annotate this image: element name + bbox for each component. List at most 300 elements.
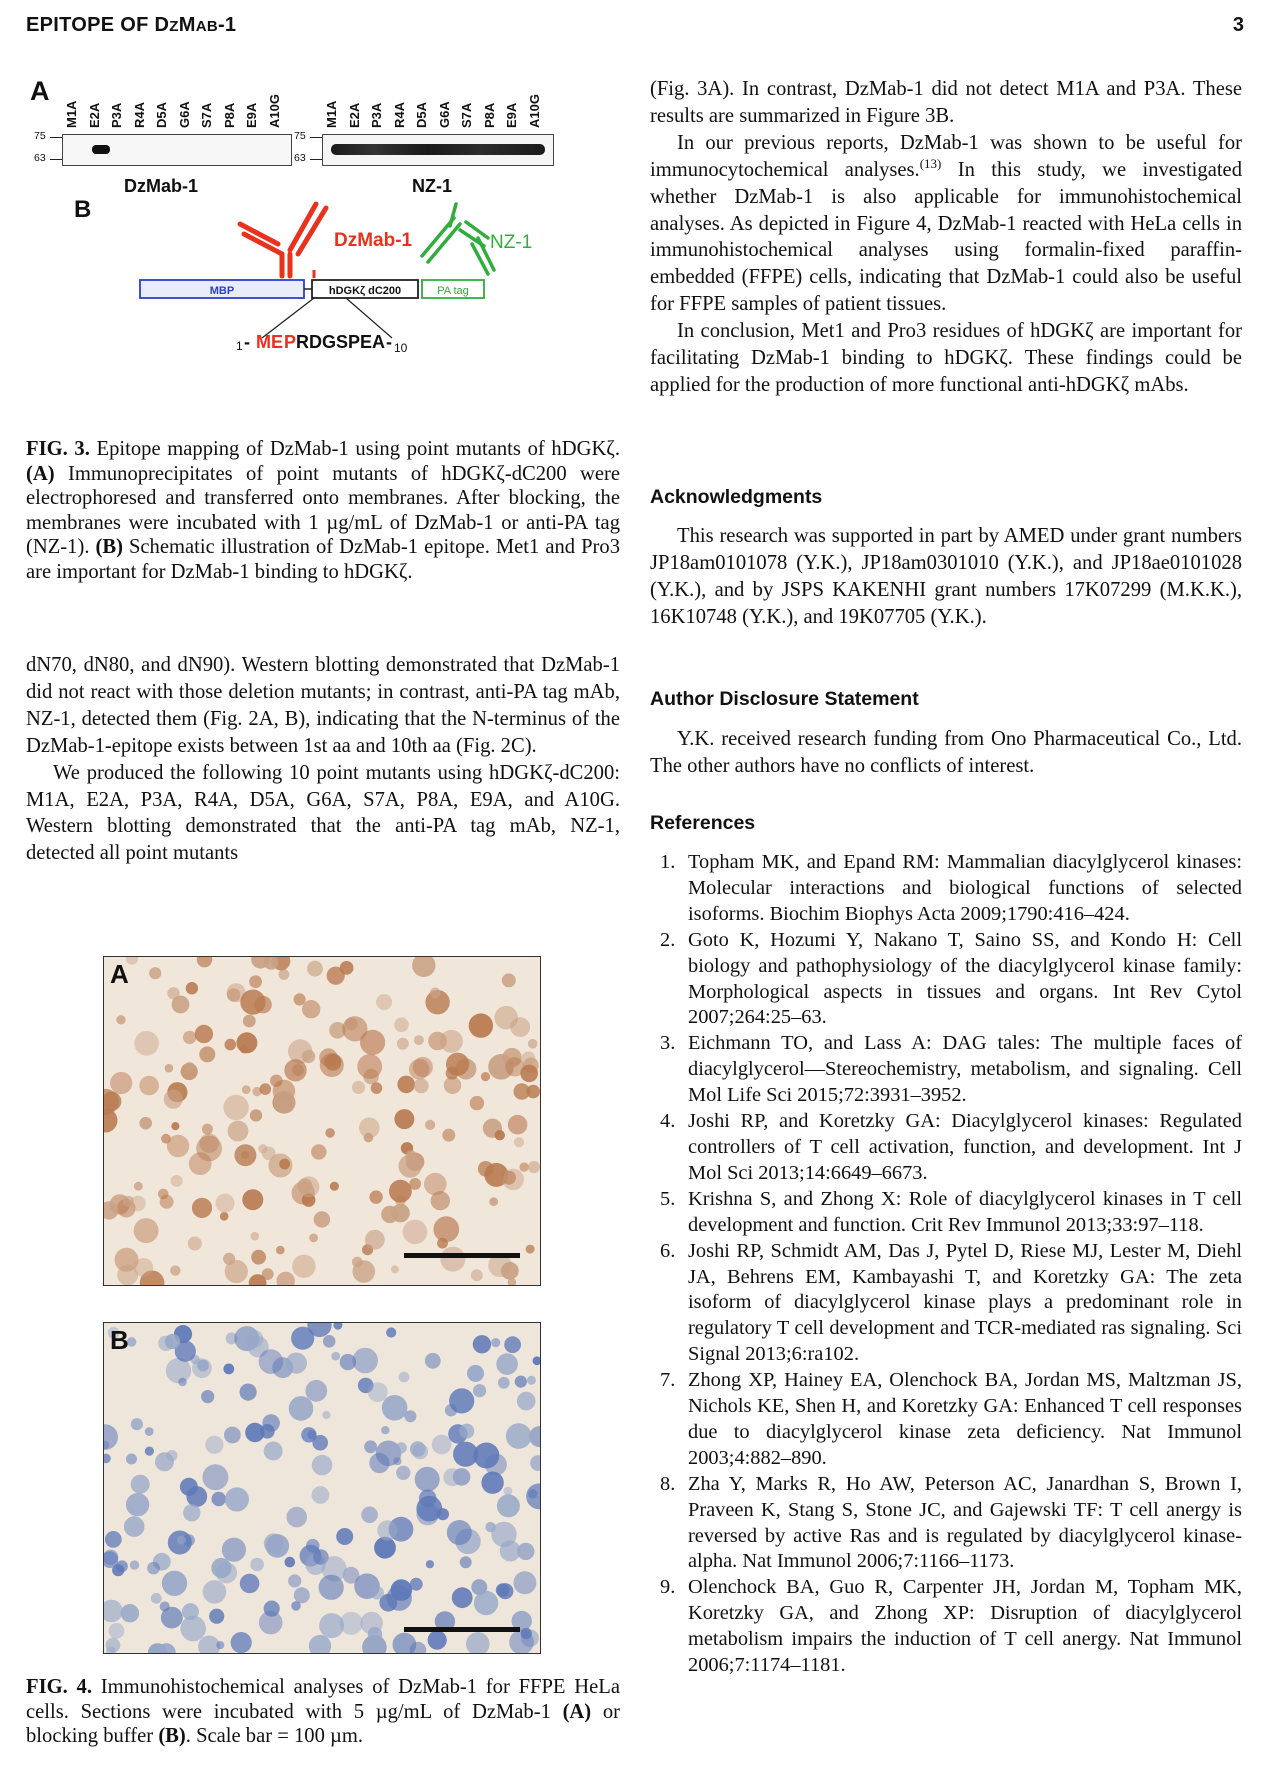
cell	[234, 1144, 256, 1166]
stained-cells-a	[104, 957, 540, 1285]
cell	[286, 1507, 307, 1528]
cell	[470, 1096, 484, 1110]
cell	[104, 1454, 111, 1464]
cell	[412, 957, 435, 977]
cell	[182, 1603, 199, 1620]
lane-label: E2A	[86, 102, 102, 128]
fig4-micrograph-b	[103, 1322, 541, 1654]
cell	[223, 1364, 234, 1375]
cell	[520, 1065, 538, 1083]
cell	[165, 1064, 174, 1073]
cell	[251, 1232, 260, 1241]
cell	[502, 973, 516, 987]
cell	[442, 1129, 455, 1142]
cell	[130, 1560, 139, 1569]
cell	[397, 1038, 409, 1050]
cell	[240, 990, 265, 1015]
reference-item: 5. Krishna S, and Zhong X: Role of diacylglycerol kinases in T cell development and function. Crit Rev Immunol 2013;33:97–118.	[660, 1187, 1242, 1236]
blot-dzmab1	[62, 134, 292, 166]
cell	[331, 1352, 340, 1361]
cell	[201, 1390, 214, 1403]
fig4-micrograph-a	[103, 956, 541, 1286]
cell	[433, 1216, 459, 1242]
cell	[145, 1427, 154, 1436]
cell	[209, 1609, 224, 1624]
cell	[496, 1353, 518, 1375]
lane-label: D5A	[414, 101, 429, 128]
cell	[252, 1087, 261, 1096]
mbp-label: MBP	[209, 285, 235, 297]
cell	[183, 1504, 200, 1521]
cell	[104, 1600, 123, 1623]
cell	[106, 1638, 121, 1653]
cell	[314, 1211, 330, 1227]
cell	[216, 1194, 235, 1213]
cell	[264, 1601, 280, 1617]
cell	[225, 1487, 249, 1511]
right-body-text	[650, 76, 1242, 399]
cell	[251, 1250, 266, 1265]
cell	[519, 1162, 528, 1171]
cell	[533, 1356, 541, 1365]
cell	[242, 1189, 263, 1210]
cell	[386, 1327, 396, 1337]
cell	[273, 1091, 295, 1113]
cell	[514, 1083, 531, 1100]
tick-63-right	[310, 159, 322, 160]
marker-75-right: 75	[294, 130, 306, 142]
cell	[161, 1607, 183, 1629]
cell	[528, 1161, 540, 1173]
cell	[258, 1144, 267, 1153]
lane-label: R4A	[391, 101, 407, 128]
cell	[264, 1442, 283, 1461]
right-paragraph-3: In conclusion, Met1 and Pro3 residues of hDGKζ are important for facilitating DzMab-1 binding to hDGKζ. These findings could be applied for the production of more functional anti-hDGKζ mAbs.	[650, 320, 1242, 396]
lane-label: P3A	[109, 102, 124, 128]
cell	[452, 1587, 473, 1608]
cell	[240, 1384, 257, 1401]
cell	[177, 1536, 186, 1545]
cell	[391, 1204, 410, 1223]
cell	[526, 1245, 535, 1254]
blot-band	[92, 145, 110, 154]
cell	[504, 1336, 521, 1353]
pa-tag-label: PA tag	[437, 285, 469, 297]
cell	[403, 1220, 428, 1245]
cell	[394, 1018, 409, 1033]
running-header: EPITOPE OF DZMAB-1	[26, 14, 237, 36]
cell	[220, 1212, 229, 1221]
cell	[123, 1196, 134, 1207]
cell	[410, 1578, 423, 1591]
cell	[396, 1442, 407, 1453]
cell	[249, 975, 262, 988]
cell	[134, 1258, 153, 1277]
cell	[415, 1467, 440, 1492]
reference-item: 9. Olenchock BA, Guo R, Carpenter JH, Jordan M, Topham MK, Koretzky GA, and Zhong XP: Disruption of diacylglycerol metabolism impairs the induction of T cell anergy. Nat Immunol 2006;7:1174–1181.	[660, 1576, 1242, 1677]
cell	[323, 1335, 336, 1348]
cell	[178, 1378, 187, 1387]
cell	[109, 1623, 125, 1639]
blot-label-nz1: NZ-1	[412, 176, 452, 196]
lane-label: G6A	[176, 101, 192, 128]
cell	[104, 1424, 118, 1450]
cell	[311, 1144, 326, 1159]
cell	[166, 1450, 177, 1461]
marker-63-left: 63	[34, 152, 46, 164]
cell	[216, 1562, 237, 1583]
cell	[302, 1000, 320, 1018]
fig3-caption: FIG. 3. Epitope mapping of DzMab-1 using point mutants of hDGKζ. (A) Immunoprecipitates of point mutants of hDGKζ-dC200 were electrophoresed and transferred onto membranes. After blocking, the membranes were incubated with 1 µg/mL of DzMab-1 or anti-PA tag (NZ-1). (B) Schematic illustration of DzMab-1 epitope. Met1 and Pro3 are important for DzMab-1 binding to hDGKζ.	[26, 438, 620, 583]
cell	[460, 1556, 472, 1568]
cell	[171, 1175, 183, 1187]
cell	[368, 1382, 388, 1402]
lane-label: E2A	[346, 102, 362, 128]
cell	[425, 1120, 435, 1130]
cell	[197, 957, 213, 967]
cell	[279, 969, 290, 980]
cell	[298, 1176, 319, 1197]
cell	[216, 1641, 224, 1649]
cell	[171, 1122, 179, 1130]
cell	[498, 1377, 510, 1389]
epitope-schematic	[106, 198, 626, 413]
lane-label: P8A	[221, 102, 237, 128]
cell	[286, 1353, 307, 1374]
hdgk-label: hDGKζ dC200	[328, 285, 402, 297]
cell	[164, 1090, 183, 1109]
cell	[228, 1121, 249, 1142]
dzmab1-antibody-icon	[240, 204, 326, 276]
stained-cells-b	[104, 1323, 540, 1653]
cell	[319, 1575, 344, 1600]
cell	[225, 1039, 237, 1051]
marker-75-left: 75	[34, 130, 46, 142]
cell	[412, 1443, 428, 1459]
lane-label: D5A	[154, 101, 169, 128]
cell	[309, 1234, 318, 1243]
cell	[494, 1006, 518, 1030]
cell	[336, 1528, 353, 1545]
seq-p: P	[284, 332, 297, 352]
cell	[330, 1182, 339, 1191]
cell	[530, 1455, 540, 1471]
cell	[333, 1323, 342, 1330]
reference-item: 8. Zha Y, Marks R, Ho AW, Peterson AC, Janardhan S, Brown I, Praveen K, Stang S, Stone JC, and Gajewski TF: T cell anergy is reversed by active Ras and is regulated by diacylglycerol kinase-alpha. Nat Immunol 2006;7:1166–1173.	[660, 1472, 1242, 1573]
cell	[325, 1128, 335, 1138]
cell	[277, 1272, 295, 1285]
marker-63-right: 63	[294, 152, 306, 164]
cell	[110, 1072, 132, 1094]
cell	[359, 1118, 380, 1139]
cell	[459, 1424, 474, 1439]
seq-me: ME	[256, 332, 283, 352]
cell	[205, 1436, 223, 1454]
cell	[231, 1632, 252, 1653]
cell	[222, 1538, 246, 1562]
lane-label: E9A	[504, 102, 519, 128]
lane-label: P3A	[369, 102, 384, 128]
cell	[312, 1455, 333, 1476]
cell	[284, 1059, 306, 1081]
cell	[440, 1247, 465, 1272]
cell	[399, 1155, 422, 1178]
cell	[223, 1095, 248, 1120]
references-list	[650, 850, 1242, 1679]
cell	[506, 1423, 532, 1449]
lane-label: M1A	[64, 100, 79, 128]
lane-label: M1A	[324, 100, 339, 128]
reference-item: 7. Zhong XP, Hainey EA, Olenchock BA, Jordan MS, Maltzman JS, Nichols KE, Shen H, and Koretzky GA: Enhanced T cell responses due to diacylglycerol kinase zeta deficiency. Nat Immunol 2003;4:882–890.	[660, 1369, 1242, 1469]
cell	[319, 1613, 344, 1638]
cell	[294, 1587, 310, 1603]
cell	[160, 1195, 174, 1209]
cell	[466, 1632, 490, 1653]
cell	[243, 1015, 256, 1028]
cell	[186, 1486, 207, 1507]
cell	[361, 1507, 378, 1524]
cell	[513, 1571, 536, 1594]
cell	[352, 1081, 365, 1094]
cell	[352, 1257, 363, 1268]
acknowledgments-heading: Acknowledgments	[650, 486, 823, 508]
cell	[270, 1075, 283, 1088]
cell	[394, 1109, 414, 1129]
cell	[489, 1197, 498, 1206]
cell	[424, 1173, 447, 1196]
cell	[391, 1579, 413, 1601]
cell	[414, 1035, 424, 1045]
cell	[291, 1601, 301, 1611]
cell	[474, 1591, 498, 1615]
cell	[500, 1541, 521, 1562]
scale-bar-a	[404, 1253, 520, 1258]
cell	[419, 1489, 437, 1507]
cell	[430, 988, 441, 999]
nz1-antibody-icon	[422, 204, 494, 274]
reference-item: 4. Joshi RP, and Koretzky GA: Diacylglycerol kinases: Regulated controllers of T cell activation, function, and development. Int J Mol Sci 2013;14:6649–6673.	[660, 1110, 1242, 1184]
disclosure-heading: Author Disclosure Statement	[650, 688, 919, 710]
cell	[497, 1494, 520, 1517]
cell	[266, 1534, 290, 1558]
cell	[162, 1571, 187, 1596]
cell	[473, 1384, 486, 1397]
lane-label: R4A	[131, 101, 147, 128]
cell	[521, 1628, 532, 1639]
cell	[393, 1633, 417, 1653]
cell	[224, 1427, 241, 1444]
cell	[517, 1392, 536, 1411]
cell	[116, 1560, 128, 1572]
cell	[126, 1454, 137, 1465]
cell	[185, 1062, 195, 1072]
cell	[307, 961, 323, 977]
cell	[428, 1631, 447, 1650]
cell	[514, 1137, 524, 1147]
left-paragraph-1: dN70, dN80, and dN90). Western blotting demonstrated that DzMab-1 did not react with those deletion mutants; in contrast, anti-PA tag mAb, NZ-1, detected them (Fig. 2A, B), indicating that the N-terminus of the DzMab-1-epitope exists between 1st aa and 10th aa (Fig. 2C).	[26, 654, 620, 757]
tick-75-right	[310, 137, 322, 138]
seq-rest: RDGSPEA	[296, 332, 386, 352]
cell	[432, 1435, 452, 1455]
cell	[276, 1246, 285, 1255]
cell	[446, 1053, 469, 1076]
cell	[192, 1358, 212, 1378]
cell	[134, 1031, 159, 1056]
lane-label: A10G	[526, 94, 542, 128]
cell	[126, 1493, 149, 1516]
nz1-label: NZ-1	[490, 232, 533, 253]
cell	[305, 1380, 327, 1402]
cell	[199, 1046, 215, 1062]
cell	[485, 1454, 507, 1476]
cell	[515, 1376, 527, 1388]
cell	[352, 1348, 378, 1374]
cell	[294, 993, 306, 1005]
lane-label: E9A	[244, 102, 259, 128]
cell	[491, 1338, 500, 1347]
cell	[167, 1135, 189, 1157]
cell	[371, 1586, 384, 1599]
fig3-panel-b-label: B	[74, 196, 92, 223]
cell	[425, 1353, 441, 1369]
cell	[292, 1255, 315, 1278]
blot-label-dzmab1: DzMab-1	[124, 176, 199, 196]
cell	[260, 1424, 275, 1439]
fig4-panel-b-label: B	[110, 1325, 129, 1355]
left-body-text	[26, 652, 620, 867]
cell	[134, 1182, 143, 1191]
cell	[124, 1516, 145, 1537]
cell	[376, 994, 392, 1010]
cell	[397, 1076, 415, 1094]
cell	[170, 1265, 180, 1275]
cell	[189, 1152, 212, 1175]
cell	[391, 1265, 399, 1273]
cell	[413, 1057, 433, 1077]
figure-3	[26, 68, 626, 413]
cell	[471, 1269, 483, 1281]
cell	[147, 1562, 160, 1575]
cell	[166, 1358, 191, 1383]
cell	[365, 1230, 385, 1250]
cell	[495, 1130, 505, 1140]
cell	[447, 1520, 472, 1545]
lane-label: G6A	[436, 101, 452, 128]
cell	[467, 1365, 484, 1382]
cell	[481, 1072, 490, 1081]
cell	[478, 1161, 494, 1177]
fig4-caption: FIG. 4. Immunohistochemical analyses of DzMab-1 for FFPE HeLa cells. Sections were incubated with 5 µg/mL of DzMab-1 (A) or blocking buffer (B). Scale bar = 100 µm.	[26, 1676, 621, 1747]
cell	[340, 961, 354, 975]
cell	[250, 1109, 262, 1121]
cell	[172, 996, 190, 1014]
cell	[364, 1440, 377, 1453]
svg-text:-: -	[386, 332, 392, 352]
cell	[250, 1558, 264, 1572]
cell	[381, 1426, 389, 1434]
cell	[285, 1557, 296, 1568]
cell	[382, 1395, 408, 1421]
seq-end-index: 10	[394, 341, 408, 355]
left-paragraph-2: We produced the following 10 point mutants using hDGKζ-dC200: M1A, E2A, P3A, R4A, D5A, G6A, S7A, P8A, E9A, and A10G. Western blotting demonstrated that the anti-PA tag mAb, NZ-1, detected all point mutants	[26, 761, 620, 865]
seq-start-index: 1	[236, 339, 243, 353]
cell	[279, 1159, 290, 1170]
cell	[469, 1013, 493, 1037]
cell	[527, 1376, 536, 1385]
cell	[322, 1411, 330, 1419]
cell	[242, 1085, 251, 1094]
cell	[183, 1031, 196, 1044]
cell	[223, 1253, 235, 1265]
lane-label: P8A	[481, 102, 497, 128]
cell	[342, 1016, 367, 1041]
cell	[165, 1334, 180, 1349]
acknowledgments-text: This research was supported in part by AMED under grant numbers JP18am0101078 (Y.K.), JP18am0301010 (Y.K.), and JP18ae0101028 (Y.K.), and by JSPS KAKENHI grant numbers 17K07299 (M.K.K.), 16K10748 (Y.K.), and 19K07705 (Y.K.).	[650, 525, 1242, 628]
cell	[203, 1580, 227, 1604]
scale-bar-b	[404, 1627, 520, 1632]
cell	[312, 1435, 328, 1451]
page-number: 3	[1232, 14, 1244, 36]
reference-item: 2. Goto K, Hozumi Y, Nakano T, Saino SS, and Kondo H: Cell biology and pathophysiology of the diacylglycerol kinase family: Morphological aspects in tissues and organs. Int Rev Cytol 2007;264:25–63.	[660, 928, 1242, 1029]
cell	[240, 1045, 249, 1054]
cell	[212, 1492, 226, 1506]
cell	[240, 1574, 260, 1594]
cell	[377, 1520, 397, 1540]
fig4-panel-a-label: A	[110, 959, 129, 989]
cell	[414, 1078, 429, 1093]
fig3-panel-a-label: A	[30, 76, 50, 106]
cell	[528, 1489, 537, 1498]
cell	[149, 967, 161, 979]
dzmab1-label: DzMab-1	[334, 230, 413, 251]
cell	[139, 1117, 152, 1130]
cell	[116, 1015, 125, 1024]
reference-item: 6. Joshi RP, Schmidt AM, Das J, Pytel D, Riese MJ, Lester M, Diehl JA, Behrens EM, Kambayashi T, and Koretzky GA: The zeta isoform of diacylglycerol kinase plays a predominant role in regulatory T cell development and TCR-mediated ras signaling. Sci Signal 2013;6:ra102.	[660, 1239, 1242, 1366]
cell	[121, 1604, 139, 1622]
lane-label: S7A	[199, 102, 214, 128]
cell	[501, 1262, 519, 1280]
cell	[289, 1396, 314, 1421]
cell	[131, 1418, 143, 1430]
cell	[192, 1198, 212, 1218]
cell	[357, 1054, 382, 1079]
seq-dash: -	[244, 332, 250, 352]
tick-63-left	[50, 159, 62, 160]
cell	[202, 1464, 228, 1490]
cell	[502, 1169, 524, 1191]
blot-band-row	[331, 144, 545, 155]
cell	[324, 1054, 341, 1071]
cell	[259, 1349, 284, 1374]
cell	[195, 1025, 213, 1043]
cell	[449, 1388, 474, 1413]
lane-label: S7A	[459, 102, 474, 128]
cell	[508, 1115, 528, 1135]
cell	[443, 1468, 461, 1486]
cell	[312, 1486, 330, 1504]
cell	[399, 1372, 410, 1383]
blot-nz1	[322, 134, 554, 166]
reference-item: 3. Eichmann TO, and Lass A: DAG tales: The multiple faces of diacylglycerol—Stereochemistry, metabolism, and signaling. Cell Mol Life Sci 2015;72:3931–3952.	[660, 1032, 1242, 1107]
reference-item: 1. Topham MK, and Epand RM: Mammalian diacylglycerol kinases: Molecular interactions and biological functions of selected isoforms. Biochim Biophys Acta 2009;1790:416–424.	[660, 851, 1242, 925]
cell	[504, 1487, 513, 1496]
cell	[369, 1453, 389, 1473]
cell	[389, 1180, 412, 1203]
cell	[440, 1030, 463, 1053]
cell	[309, 1635, 331, 1653]
cell	[151, 1593, 162, 1604]
references-heading: References	[650, 812, 756, 834]
